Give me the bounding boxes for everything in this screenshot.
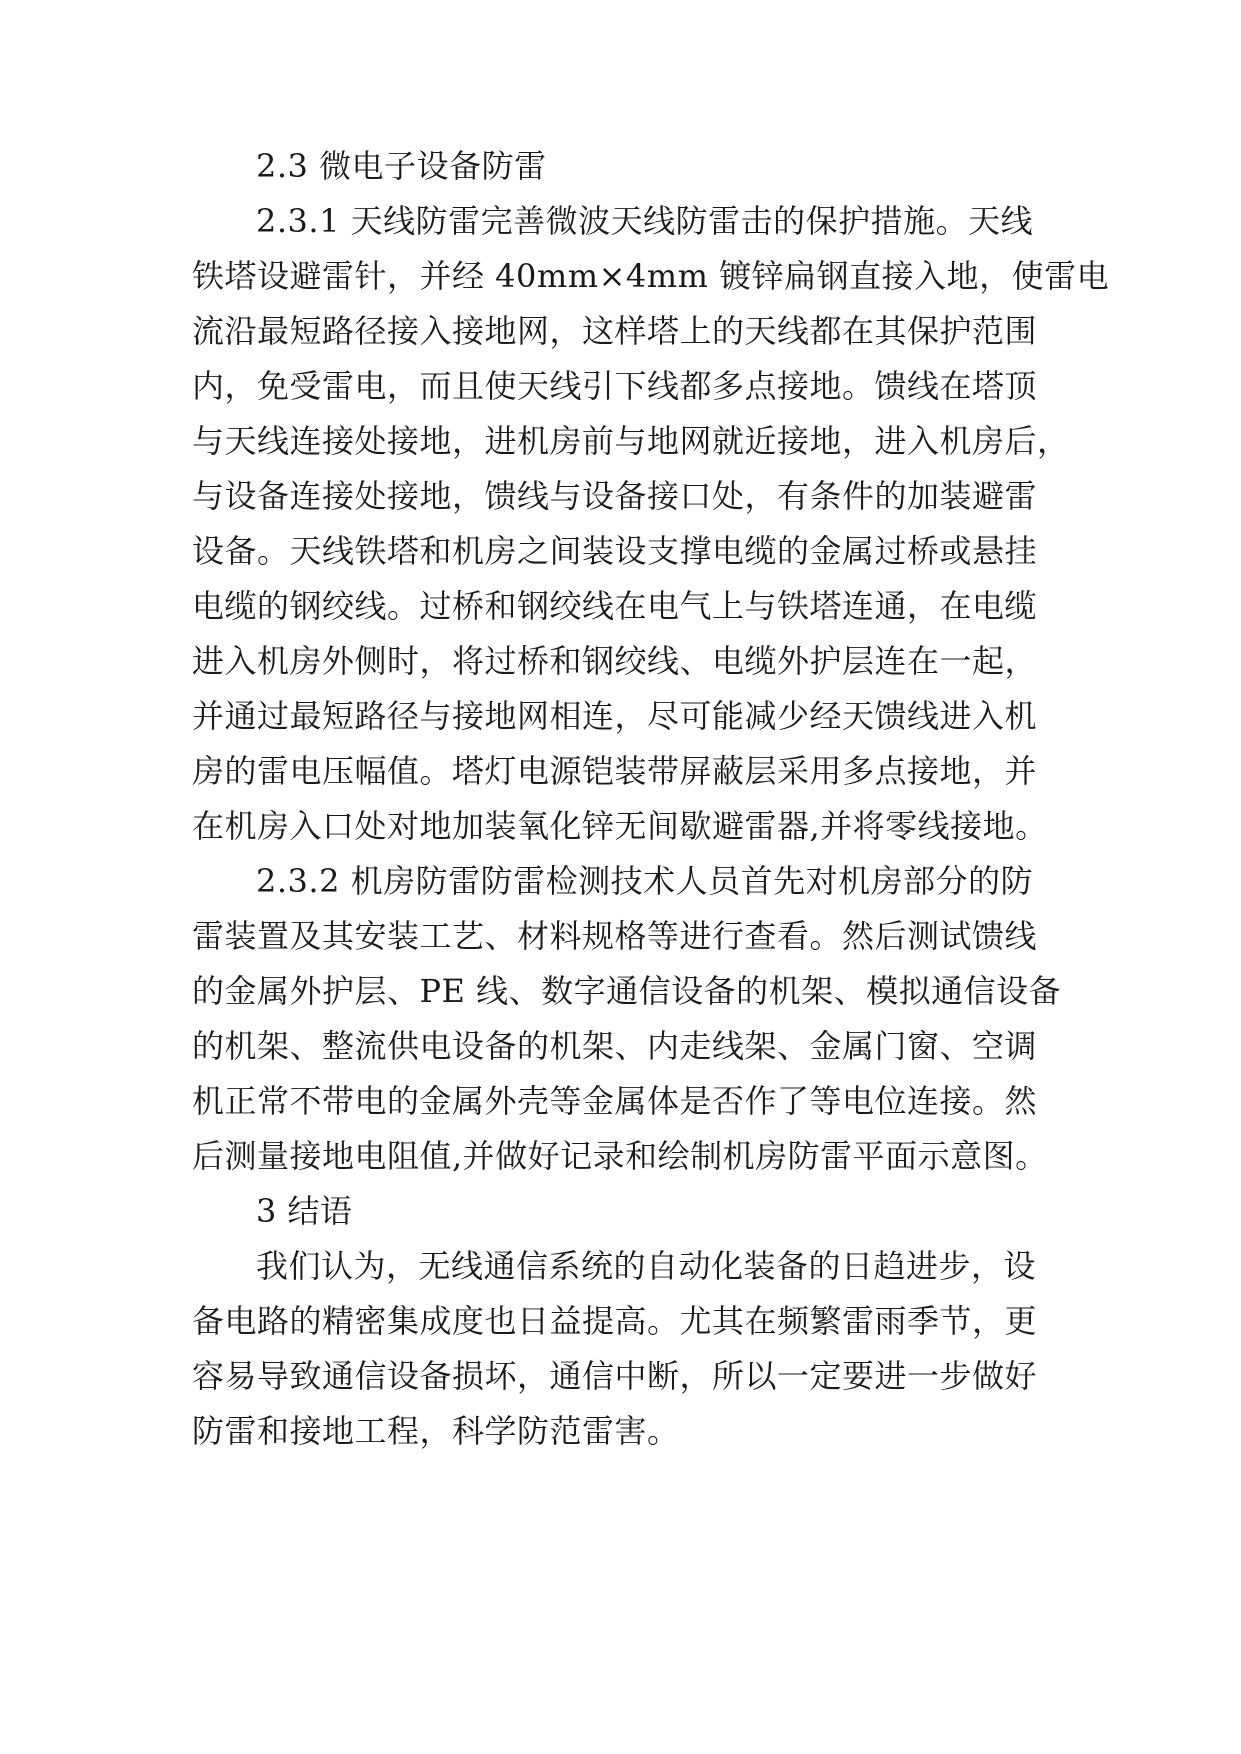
section-heading-3: 3 结语 (256, 1192, 353, 1230)
paragraph-line: 的金属外护层、PE 线、数字通信设备的机架、模拟通信设备 (192, 972, 1062, 1010)
paragraph-line: 流沿最短路径接入接地网，这样塔上的天线都在其保护范围 (192, 312, 1038, 350)
paragraph-line: 机正常不带电的金属外壳等金属体是否作了等电位连接。然 (192, 1082, 1038, 1120)
paragraph-line: 容易导致通信设备损坏，通信中断，所以一定要进一步做好 (192, 1357, 1038, 1395)
paragraph-line: 防雷和接地工程，科学防范雷害。 (192, 1412, 680, 1450)
paragraph-line: 在机房入口处对地加装氧化锌无间歇避雷器,并将零线接地。 (192, 807, 1048, 845)
paragraph-line: 与天线连接处接地，进机房前与地网就近接地，进入机房后， (192, 422, 1070, 460)
paragraph-line: 进入机房外侧时，将过桥和钢绞线、电缆外护层连在一起， (192, 642, 1038, 680)
paragraph-line: 铁塔设避雷针，并经 40mm×4mm 镀锌扁钢直接入地，使雷电 (192, 257, 1110, 295)
paragraph-line: 的机架、整流供电设备的机架、内走线架、金属门窗、空调 (192, 1027, 1038, 1065)
paragraph-line: 备电路的精密集成度也日益提高。尤其在频繁雷雨季节，更 (192, 1302, 1038, 1340)
paragraph-line: 我们认为，无线通信系统的自动化装备的日趋进步，设 (256, 1247, 1037, 1285)
section-heading-2-3: 2.3 微电子设备防雷 (256, 147, 547, 185)
paragraph-line: 并通过最短路径与接地网相连，尽可能减少经天馈线进入机 (192, 697, 1038, 735)
paragraph-line: 雷装置及其安装工艺、材料规格等进行查看。然后测试馈线 (192, 917, 1038, 955)
paragraph-line: 后测量接地电阻值,并做好记录和绘制机房防雷平面示意图。 (192, 1137, 1048, 1175)
paragraph-line: 设备。天线铁塔和机房之间装设支撑电缆的金属过桥或悬挂 (192, 532, 1038, 570)
paragraph-line: 与设备连接处接地，馈线与设备接口处，有条件的加装避雷 (192, 477, 1038, 515)
paragraph-line: 内，免受雷电，而且使天线引下线都多点接地。馈线在塔顶 (192, 367, 1038, 405)
paragraph-line: 2.3.1 天线防雷完善微波天线防雷击的保护措施。天线 (256, 202, 1034, 240)
paragraph-line: 电缆的钢绞线。过桥和钢绞线在电气上与铁塔连通，在电缆 (192, 587, 1038, 625)
paragraph-line: 2.3.2 机房防雷防雷检测技术人员首先对机房部分的防 (256, 862, 1034, 900)
paragraph-line: 房的雷电压幅值。塔灯电源铠装带屏蔽层采用多点接地，并 (192, 752, 1038, 790)
